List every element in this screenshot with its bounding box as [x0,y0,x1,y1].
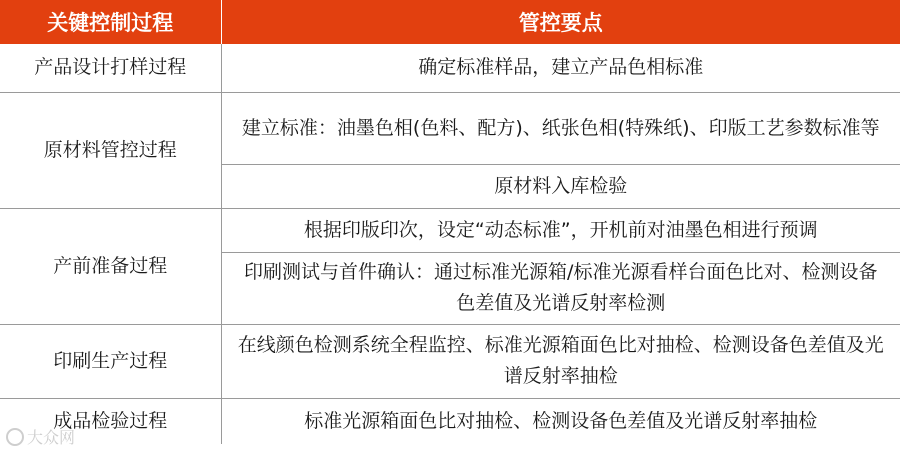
table-row [0,92,900,164]
control-point-cell: 确定标准样品，建立产品色相标准 [221,44,900,92]
table-row [0,324,900,398]
control-point-cell: 根据印版印次，设定“动态标准”，开机前对油墨色相进行预调 [221,208,900,252]
control-point-cell: 印刷测试与首件确认：通过标准光源箱/标准光源看样台面色比对、检测设备色差值及光谱反射率检测 [221,252,900,324]
table-row [0,44,900,92]
stage-cell: 印刷生产过程 [0,324,221,398]
header-control-points: 管控要点 [221,0,900,44]
control-point-cell: 在线颜色检测系统全程监控、标准光源箱面色比对抽检、检测设备色差值及光谱反射率抽检 [221,324,900,398]
watermark-text: 大众网 [27,428,76,447]
table-row [0,398,900,444]
stage-cell: 原材料管控过程 [0,92,221,208]
control-point-cell: 原材料入库检验 [221,164,900,208]
header-key-process: 关键控制过程 [0,0,221,44]
stage-cell: 成品检验过程 [53,409,168,432]
stage-cell: 产前准备过程 [0,208,221,324]
stage-cell: 产品设计打样过程 [0,44,221,92]
table-row [0,208,900,252]
control-point-cell: 建立标准：油墨色相(色料、配方)、纸张色相(特殊纸)、印版工艺参数标准等 [221,92,900,164]
table-header-row [0,0,900,44]
control-point-cell: 标准光源箱面色比对抽检、检测设备色差值及光谱反射率抽检 [221,398,900,444]
